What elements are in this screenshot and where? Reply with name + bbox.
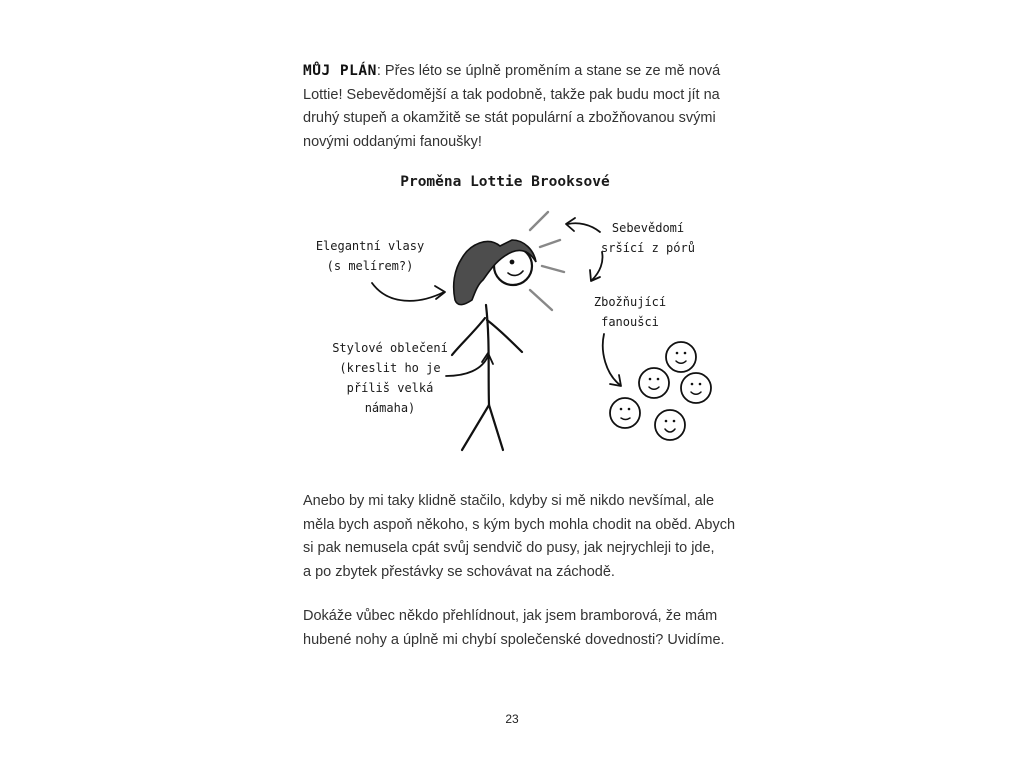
intro-line-4: novými oddanými fanoušky! (303, 133, 482, 150)
clothes-arrow (446, 356, 488, 376)
confidence-arrow-2 (592, 252, 603, 280)
middle-paragraph (303, 490, 736, 584)
plan-heading: MŮJ PLÁN (303, 63, 377, 79)
fan-face (639, 368, 669, 398)
fan-face (681, 373, 711, 403)
hair-arrow (372, 283, 444, 301)
final-line-2: hubené nohy a úplně mi chybí společenské dovednosti? Uvidíme. (303, 631, 725, 648)
confidence-arrow-1-head (566, 218, 575, 231)
hair-label: Elegantní vlasy (s melírem?) (315, 239, 425, 273)
intro-line-1: MŮJ PLÁN: Přes léto se úplně proměním a stane se ze mě nová (303, 63, 721, 79)
fans-arrow (603, 334, 620, 385)
figure-arm-left (452, 318, 485, 355)
figure-smile (508, 271, 523, 275)
figure-eye (510, 260, 513, 263)
final-paragraph (303, 605, 723, 652)
confidence-ray (540, 240, 560, 247)
fan-face (610, 398, 640, 428)
intro-line-3: druhý stupeň a okamžitě se stát populární a zbožňovanou svými (303, 110, 716, 126)
clothes-label: Stylové oblečení (kreslit ho je příliš velká námaha) (332, 341, 448, 415)
confidence-ray (530, 212, 548, 230)
illustration-title: Proměna Lottie Brooksové (400, 174, 610, 190)
intro-line-2: Lottie! Sebevědomější a tak podobně, takže pak budu moct jít na (303, 86, 720, 103)
figure-arm-right (487, 320, 522, 352)
confidence-ray (530, 290, 552, 310)
figure-leg-right (489, 405, 503, 450)
final-line-1: Dokáže vůbec někdo přehlídnout, jak jsem bramborová, že mám (303, 608, 718, 624)
middle-line-2: měla bych aspoň někoho, s kým bych mohla chodit na oběd. Abych (303, 516, 736, 533)
page-number: 23 (505, 712, 519, 726)
confidence-label: Sebevědomí sršící z pórů (601, 221, 695, 255)
confidence-ray (542, 266, 564, 272)
middle-line-3: si pak nemusela cpát svůj sendvič do pusy, jak nejrychleji to jde, (303, 540, 715, 556)
fan-face (666, 342, 696, 372)
middle-line-1: Anebo by mi taky klidně stačilo, kdyby si mě nikdo nevšímal, ale (303, 493, 715, 509)
figure-leg-left (462, 405, 489, 450)
fans-label: Zbožňující fanoušci (593, 295, 667, 329)
fan-face (655, 410, 685, 440)
middle-line-4: a po zbytek přestávky se schovávat na záchodě. (303, 563, 615, 580)
hair-arrow-head (435, 286, 445, 299)
